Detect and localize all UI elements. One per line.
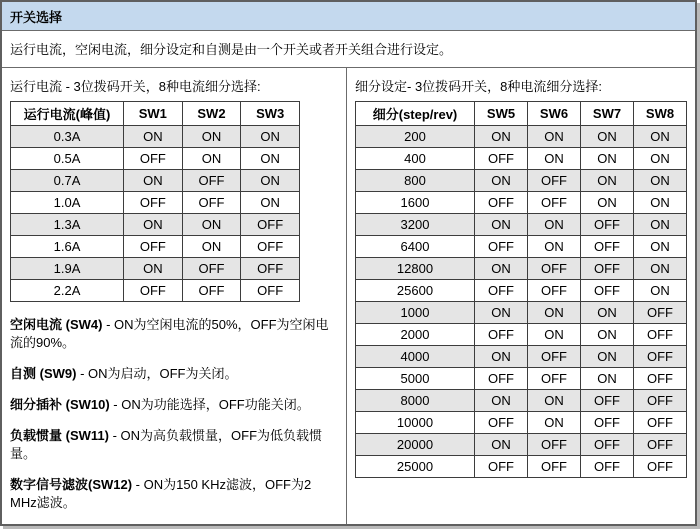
table-cell: ON — [475, 346, 528, 368]
table-cell: 25600 — [356, 280, 475, 302]
intro-text: 运行电流，空闲电流，细分设定和自测是由一个开关或者开关组合进行设定。 — [10, 42, 453, 57]
table-cell: 2.2A — [11, 280, 124, 302]
table-cell: OFF — [124, 236, 183, 258]
table-cell: ON — [634, 280, 687, 302]
microstep-column — [347, 68, 695, 524]
switch-note-label: 负载惯量 (SW11) — [10, 428, 109, 443]
table-row — [11, 214, 300, 236]
table-cell: ON — [528, 148, 581, 170]
table-cell: ON — [124, 126, 183, 148]
table-cell: OFF — [241, 236, 300, 258]
table-cell: 2000 — [356, 324, 475, 346]
table-cell: ON — [475, 390, 528, 412]
table-cell: 0.7A — [11, 170, 124, 192]
table-cell: ON — [182, 236, 241, 258]
table-row — [356, 126, 687, 148]
content-row — [2, 68, 695, 524]
table-cell: ON — [581, 368, 634, 390]
switch-note: 负载惯量 (SW11) - ON为高负载惯量，OFF为低负载惯量。 — [10, 428, 323, 461]
table-row — [11, 280, 300, 302]
table-row — [11, 170, 300, 192]
table-cell: OFF — [634, 324, 687, 346]
column-header: SW5 — [475, 102, 528, 126]
table-row — [11, 126, 300, 148]
table-cell: 1000 — [356, 302, 475, 324]
column-header: SW2 — [182, 102, 241, 126]
table-cell: OFF — [581, 236, 634, 258]
table-cell: 10000 — [356, 412, 475, 434]
switch-note-label: 细分插补 (SW10) — [10, 397, 110, 412]
column-header: SW3 — [241, 102, 300, 126]
table-cell: OFF — [634, 368, 687, 390]
table-cell: ON — [475, 214, 528, 236]
table-cell: ON — [241, 170, 300, 192]
table-row — [356, 412, 687, 434]
switch-notes — [10, 316, 338, 512]
column-header: SW1 — [124, 102, 183, 126]
table-row — [356, 280, 687, 302]
table-cell: OFF — [182, 192, 241, 214]
column-header: SW6 — [528, 102, 581, 126]
table-cell: 200 — [356, 126, 475, 148]
table-cell: 1.0A — [11, 192, 124, 214]
table-cell: ON — [528, 390, 581, 412]
table-row — [11, 192, 300, 214]
table-cell: OFF — [124, 280, 183, 302]
table-cell: ON — [475, 434, 528, 456]
table-cell: OFF — [581, 214, 634, 236]
table-cell: OFF — [475, 412, 528, 434]
table-cell: 1600 — [356, 192, 475, 214]
table-cell: OFF — [475, 456, 528, 478]
switch-note: 细分插补 (SW10) - ON为功能选择，OFF功能关闭。 — [10, 397, 310, 412]
table-cell: OFF — [124, 192, 183, 214]
table-cell: OFF — [634, 346, 687, 368]
table-cell: OFF — [475, 280, 528, 302]
table-cell: 20000 — [356, 434, 475, 456]
table-cell: OFF — [581, 280, 634, 302]
table-cell: OFF — [475, 148, 528, 170]
switch-note: 自测 (SW9) - ON为启动，OFF为关闭。 — [10, 366, 238, 381]
switch-note-label: 空闲电流 (SW4) — [10, 317, 103, 332]
table-cell: ON — [528, 214, 581, 236]
table-cell: OFF — [475, 236, 528, 258]
table-cell: OFF — [634, 434, 687, 456]
table-cell: ON — [124, 214, 183, 236]
table-cell: ON — [241, 148, 300, 170]
table-cell: 6400 — [356, 236, 475, 258]
table-cell: OFF — [528, 434, 581, 456]
table-cell: OFF — [241, 214, 300, 236]
table-cell: ON — [634, 126, 687, 148]
section-title: 开关选择 — [10, 10, 63, 25]
table-cell: ON — [182, 126, 241, 148]
table-cell: OFF — [528, 280, 581, 302]
table-cell: ON — [475, 302, 528, 324]
table-cell: ON — [241, 126, 300, 148]
table-cell: ON — [581, 192, 634, 214]
table-row — [356, 434, 687, 456]
table-cell: OFF — [581, 456, 634, 478]
table-cell: 12800 — [356, 258, 475, 280]
table-cell: ON — [528, 324, 581, 346]
column-header: SW8 — [634, 102, 687, 126]
table-cell: ON — [581, 148, 634, 170]
table-cell: ON — [241, 192, 300, 214]
table-cell: ON — [634, 170, 687, 192]
table-cell: ON — [475, 258, 528, 280]
table-cell: ON — [475, 170, 528, 192]
table-cell: ON — [634, 148, 687, 170]
table-header-row — [11, 102, 300, 126]
switch-note-label: 数字信号滤波(SW12) — [10, 477, 133, 492]
table-cell: 25000 — [356, 456, 475, 478]
table-cell: OFF — [528, 258, 581, 280]
table-cell: ON — [634, 258, 687, 280]
column-header: 运行电流(峰值) — [11, 102, 124, 126]
switch-note: 空闲电流 (SW4) - ON为空闲电流的50%，OFF为空闲电流的90%。 — [10, 317, 329, 350]
table-cell: ON — [634, 214, 687, 236]
column-header: SW7 — [581, 102, 634, 126]
microstep-table-title: 细分设定- 3位拨码开关，8种电流细分选择: — [355, 79, 603, 94]
column-header: 细分(step/rev) — [356, 102, 475, 126]
table-cell: ON — [528, 236, 581, 258]
table-cell: 0.5A — [11, 148, 124, 170]
table-cell: ON — [124, 170, 183, 192]
table-cell: OFF — [475, 192, 528, 214]
table-header-row — [356, 102, 687, 126]
table-cell: OFF — [581, 390, 634, 412]
run-current-column — [2, 68, 347, 524]
table-cell: 800 — [356, 170, 475, 192]
table-cell: 400 — [356, 148, 475, 170]
table-cell: OFF — [124, 148, 183, 170]
table-cell: 4000 — [356, 346, 475, 368]
table-cell: 1.9A — [11, 258, 124, 280]
table-cell: OFF — [528, 368, 581, 390]
table-cell: 8000 — [356, 390, 475, 412]
switch-note: 数字信号滤波(SW12) - ON为150 KHz滤波，OFF为2 MHz滤波。 — [10, 477, 312, 510]
table-row — [11, 148, 300, 170]
table-cell: OFF — [581, 412, 634, 434]
table-cell: OFF — [475, 368, 528, 390]
table-cell: OFF — [182, 170, 241, 192]
table-cell: ON — [581, 302, 634, 324]
table-cell: ON — [528, 302, 581, 324]
table-row — [356, 192, 687, 214]
table-cell: ON — [581, 126, 634, 148]
table-cell: OFF — [528, 346, 581, 368]
table-cell: ON — [182, 214, 241, 236]
table-cell: OFF — [581, 434, 634, 456]
table-row — [11, 258, 300, 280]
table-row — [356, 236, 687, 258]
table-cell: 3200 — [356, 214, 475, 236]
table-cell: OFF — [634, 456, 687, 478]
table-cell: ON — [581, 324, 634, 346]
table-cell: ON — [124, 258, 183, 280]
table-row — [356, 324, 687, 346]
table-cell: OFF — [182, 280, 241, 302]
table-row — [356, 148, 687, 170]
table-cell: ON — [581, 170, 634, 192]
table-cell: OFF — [581, 258, 634, 280]
table-cell: 1.3A — [11, 214, 124, 236]
table-row — [356, 170, 687, 192]
table-cell: OFF — [182, 258, 241, 280]
table-cell: ON — [475, 126, 528, 148]
table-cell: ON — [634, 236, 687, 258]
intro-row — [2, 31, 695, 68]
run-current-table — [10, 101, 300, 302]
run-current-table-title: 运行电流 - 3位拨码开关，8种电流细分选择: — [10, 79, 261, 94]
table-cell: ON — [528, 412, 581, 434]
table-cell: OFF — [475, 324, 528, 346]
table-cell: 0.3A — [11, 126, 124, 148]
microstep-table — [355, 101, 687, 478]
switch-note-label: 自测 (SW9) — [10, 366, 77, 381]
table-row — [356, 456, 687, 478]
table-cell: 5000 — [356, 368, 475, 390]
table-cell: OFF — [634, 302, 687, 324]
table-cell: 1.6A — [11, 236, 124, 258]
table-cell: ON — [182, 148, 241, 170]
table-row — [356, 390, 687, 412]
table-row — [11, 236, 300, 258]
table-cell: ON — [581, 346, 634, 368]
table-cell: ON — [528, 126, 581, 148]
table-row — [356, 302, 687, 324]
table-cell: OFF — [528, 456, 581, 478]
table-cell: OFF — [634, 390, 687, 412]
table-cell: OFF — [528, 192, 581, 214]
table-cell: OFF — [634, 412, 687, 434]
table-cell: OFF — [241, 258, 300, 280]
table-cell: ON — [634, 192, 687, 214]
table-row — [356, 258, 687, 280]
table-row — [356, 346, 687, 368]
table-cell: OFF — [241, 280, 300, 302]
table-row — [356, 368, 687, 390]
table-row — [356, 214, 687, 236]
section-title-bar — [2, 2, 695, 31]
table-cell: OFF — [528, 170, 581, 192]
